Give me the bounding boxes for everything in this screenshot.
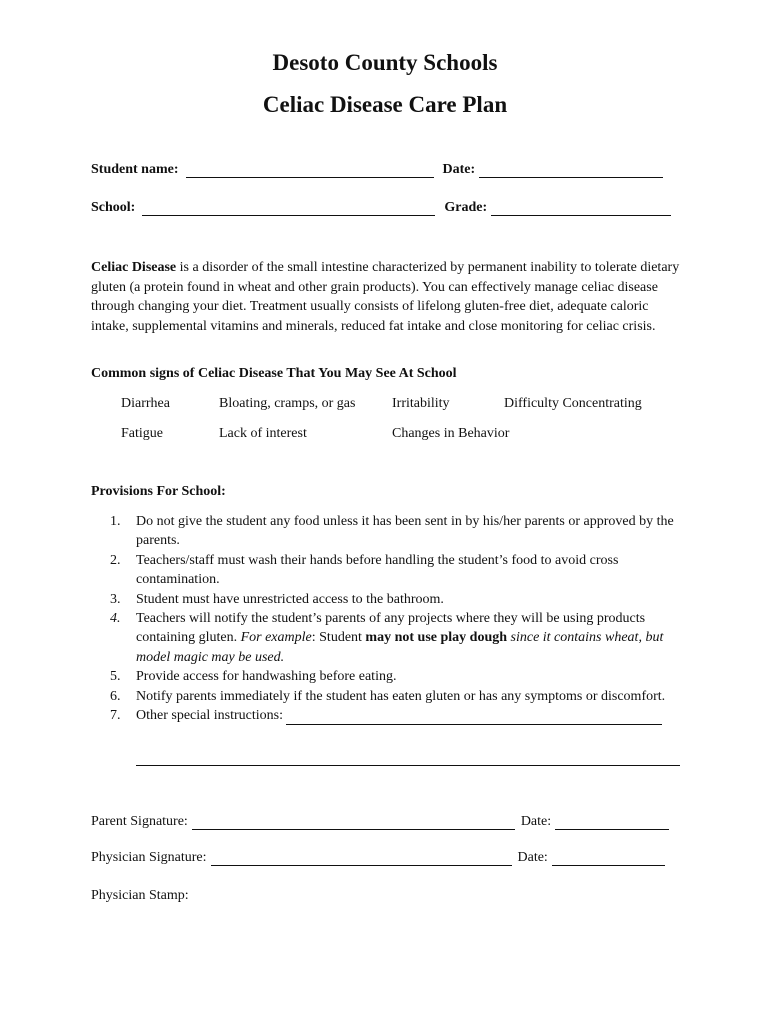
parent-date-field[interactable] — [555, 815, 669, 830]
sign-item: Irritability — [392, 396, 450, 411]
sign-item: Fatigue — [121, 426, 163, 441]
document-subtitle: Celiac Disease Care Plan — [262, 92, 508, 117]
provisions-heading: Provisions For School: — [91, 484, 226, 499]
list-item — [110, 667, 680, 686]
list-item-number: 3. — [110, 591, 121, 607]
celiac-term: Celiac Disease — [91, 260, 177, 275]
list-item — [110, 551, 680, 590]
parent-signature-label: Parent Signature: — [91, 814, 188, 829]
list-item-text: Notify parents immediately if the student has eaten gluten or has any symptoms or discomfort. — [136, 688, 666, 704]
list-item-number: 2. — [110, 552, 121, 568]
list-item — [110, 706, 680, 725]
celiac-description — [91, 258, 683, 336]
sign-item: Difficulty Concentrating — [504, 396, 642, 411]
parent-signature-field[interactable] — [192, 815, 515, 830]
example-label: For example — [240, 630, 312, 646]
special-instructions-field[interactable] — [286, 710, 662, 725]
list-item-number: 1. — [110, 514, 121, 529]
list-item-text: Teachers/staff must wash their hands before handling the student’s food to avoid cross contamination. — [136, 552, 619, 588]
list-item — [110, 687, 680, 706]
list-item — [110, 609, 680, 667]
parent-signature-row — [91, 814, 669, 830]
school-label: School: — [91, 200, 136, 215]
list-item-text: Do not give the student any food unless it has been sent in by his/her parents or approved by the parents. — [136, 514, 674, 549]
list-item-number: 6. — [110, 688, 121, 704]
list-item-text-part: : Student — [311, 630, 366, 646]
physician-date-field[interactable] — [552, 851, 665, 866]
student-name-label: Student name: — [91, 162, 179, 177]
physician-signature-field[interactable] — [211, 851, 512, 866]
date-label: Date: — [442, 162, 476, 177]
list-item-number: 4. — [110, 611, 121, 627]
special-instructions-line[interactable] — [136, 765, 680, 766]
sign-item: Lack of interest — [219, 426, 307, 441]
list-item-text-part: Teachers will notify the student’s parents of any projects where they will be using products containing gluten. — [136, 611, 646, 646]
list-item-text — [136, 609, 680, 667]
sign-item: Diarrhea — [121, 396, 170, 411]
list-item — [110, 512, 680, 551]
physician-date-label: Date: — [517, 850, 548, 865]
provisions-list — [110, 512, 680, 725]
school-field[interactable] — [142, 201, 435, 216]
student-date-row — [91, 162, 681, 178]
list-item — [110, 590, 680, 609]
sign-item: Changes in Behavior — [392, 426, 510, 441]
sign-item: Bloating, cramps, or gas — [219, 396, 356, 411]
play-dough-warning: may not use play dough — [365, 630, 508, 646]
document-title: Desoto County Schools — [272, 50, 498, 75]
physician-signature-label: Physician Signature: — [91, 850, 207, 865]
grade-field[interactable] — [491, 201, 671, 216]
signs-heading: Common signs of Celiac Disease That You May See At School — [91, 366, 457, 381]
celiac-description-text: is a disorder of the small intestine characterized by permanent inability to tolerate dietary gluten (a protein found in wheat and other grain products). You can effectively manage celiac disease through changing your diet. Treatment usually consists of lifelong gluten-free diet, adequate caloric intake, supplemental vitamins and minerals, reduced fat intake and close monitoring for celiac crisis. — [91, 260, 680, 334]
list-item-text: Provide access for handwashing before eating. — [136, 669, 397, 685]
date-field[interactable] — [479, 163, 663, 178]
physician-stamp-label: Physician Stamp: — [91, 888, 189, 903]
school-grade-row — [91, 200, 681, 216]
physician-signature-row — [91, 850, 665, 866]
special-instructions-label: Other special instructions: — [136, 708, 287, 724]
student-name-field[interactable] — [186, 163, 434, 178]
list-item-number: 7. — [110, 708, 121, 724]
list-item-number: 5. — [110, 669, 121, 685]
grade-label: Grade: — [444, 200, 488, 215]
list-item-text — [136, 706, 680, 725]
list-item-text: Student must have unrestricted access to the bathroom. — [136, 591, 444, 607]
parent-date-label: Date: — [520, 814, 552, 829]
list-item-text-part: since it contains wheat, but model magic may be used. — [136, 630, 664, 665]
